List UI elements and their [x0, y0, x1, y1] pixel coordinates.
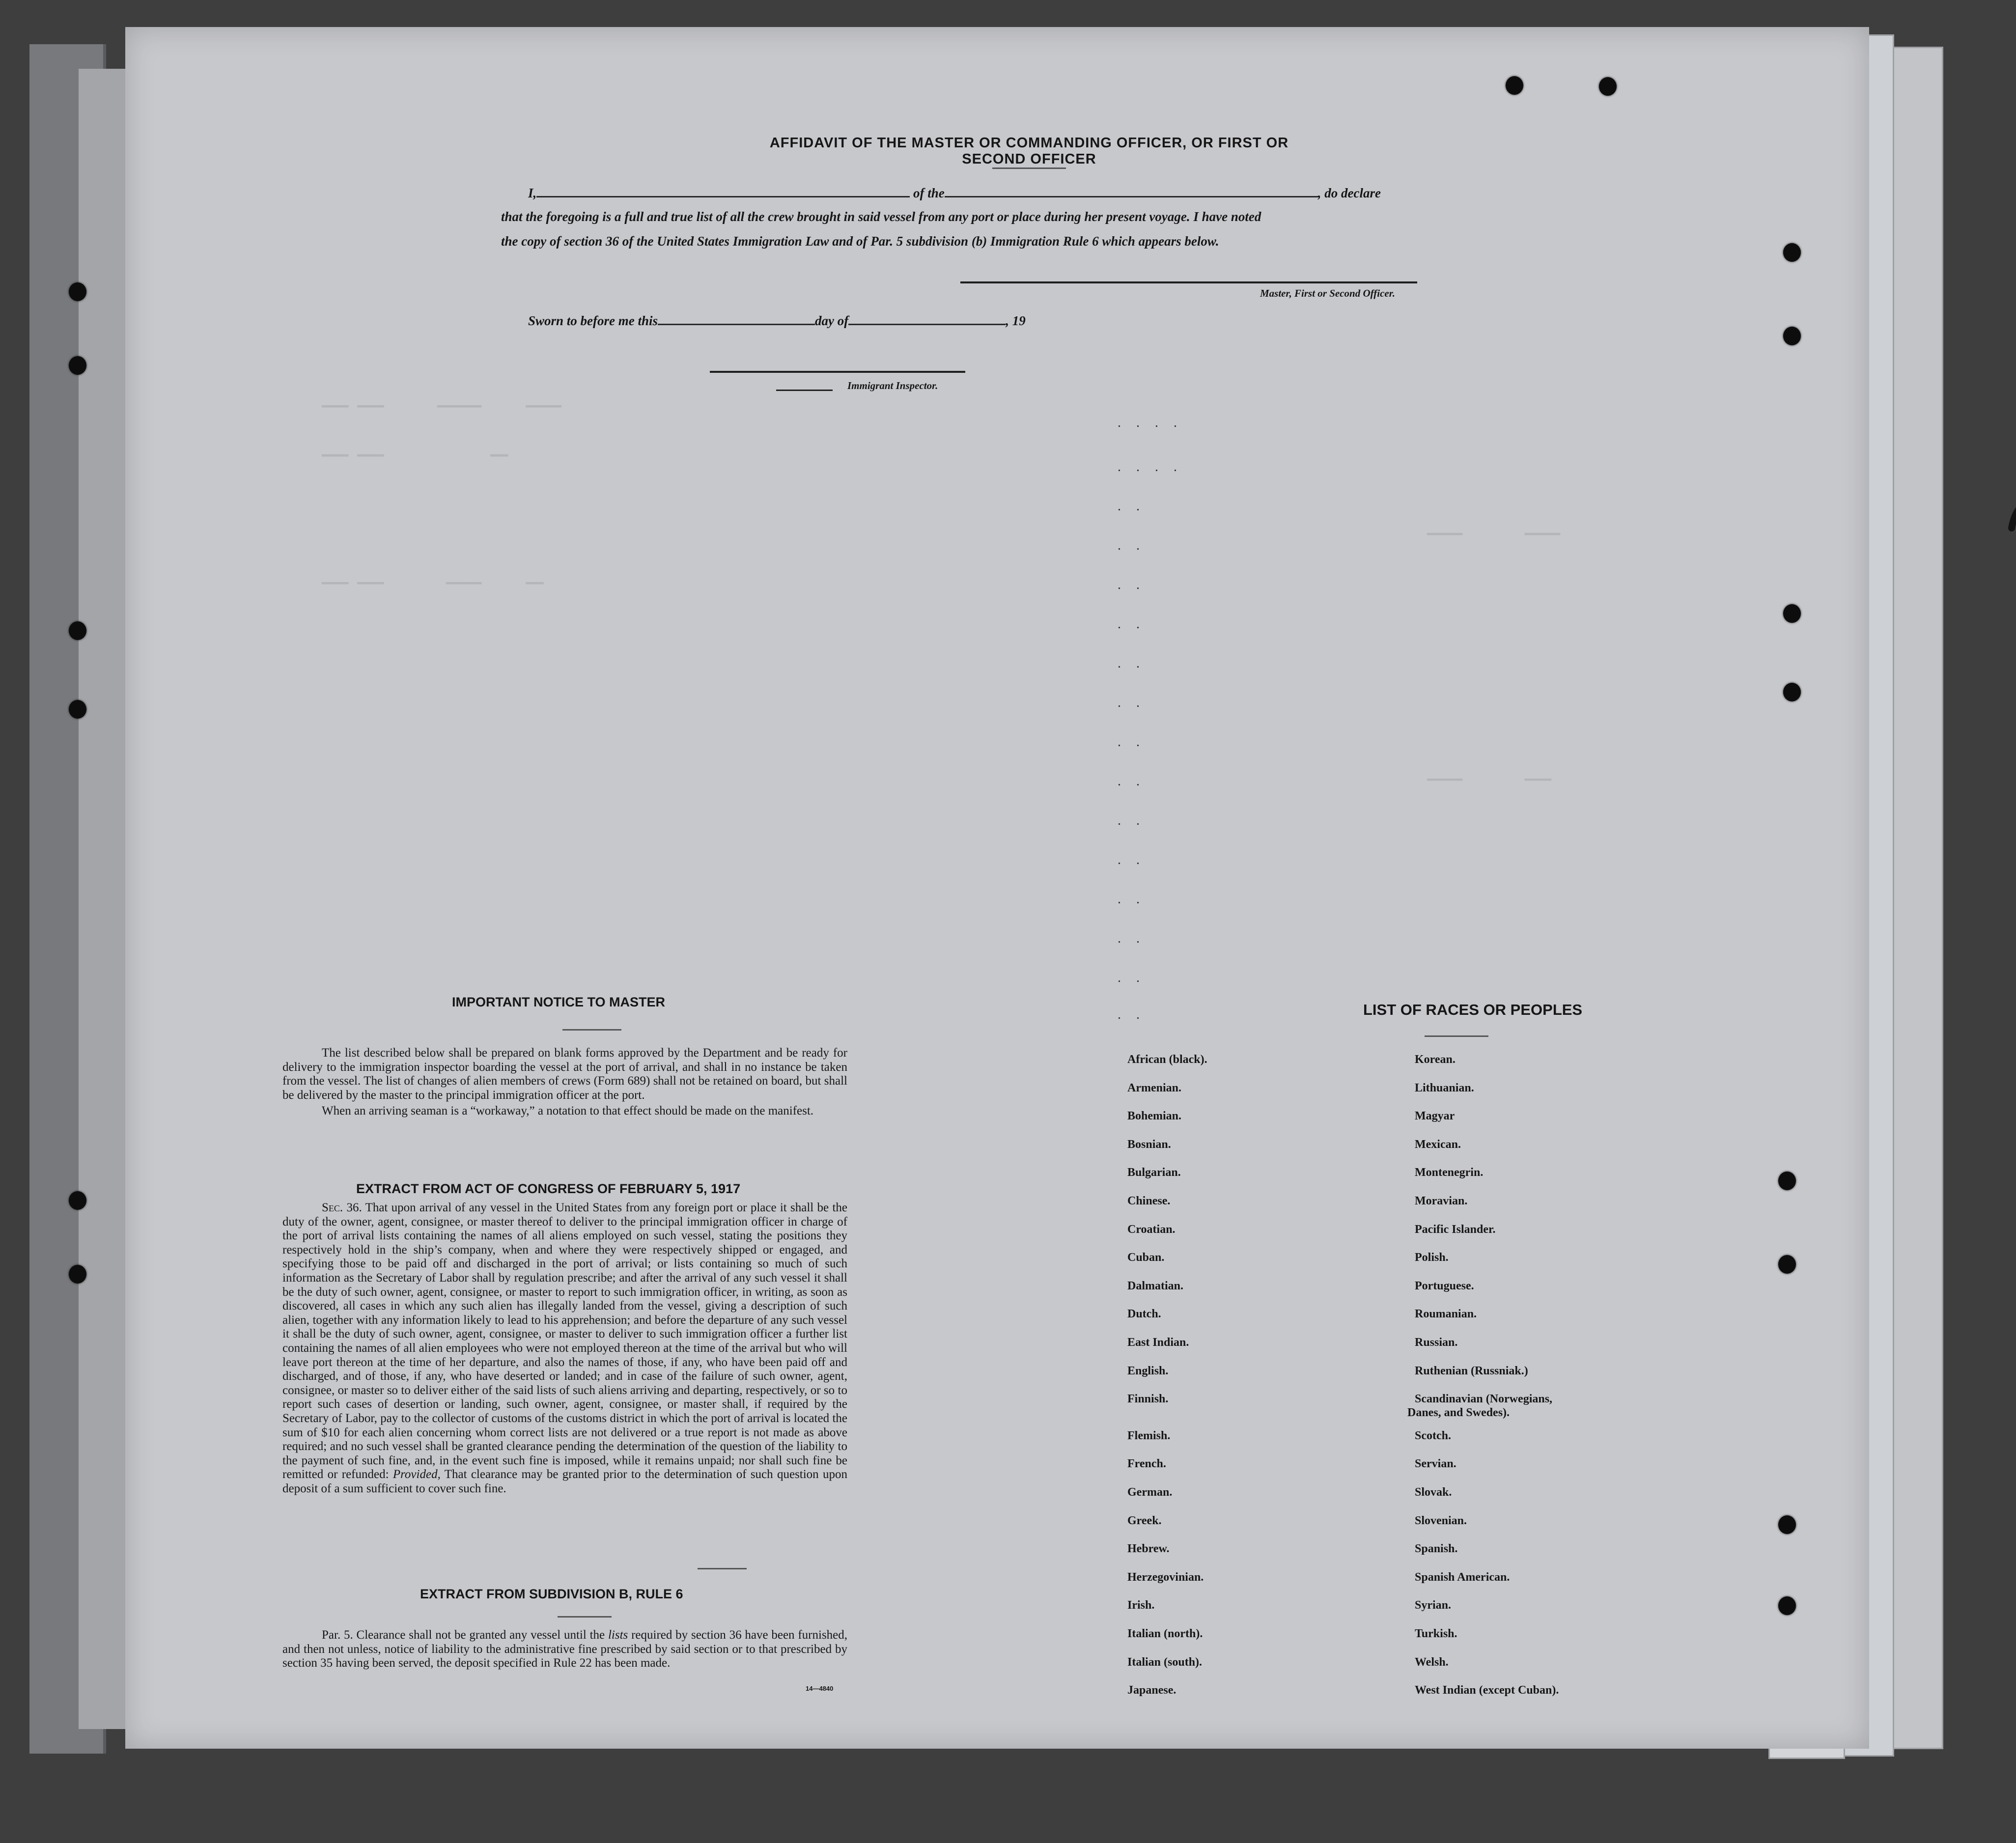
bleed-through: ▁▁▁▁ ▁▁▁▁ [1427, 518, 1560, 535]
master-signature-line[interactable] [960, 281, 1417, 283]
race-item: Hebrew. [1127, 1542, 1170, 1556]
punch-hole [1778, 1515, 1796, 1534]
punch-hole [1778, 1596, 1796, 1615]
punch-hole [1506, 76, 1523, 95]
race-item: Finnish. [1127, 1393, 1169, 1406]
inspector-signature-line[interactable] [710, 371, 965, 373]
sec-label: Sec. 36. [322, 1201, 362, 1214]
lists-word: lists [608, 1628, 628, 1642]
race-item: Slovak. [1415, 1486, 1452, 1499]
affidavit-line-1 [528, 185, 1381, 201]
rule-text-a: Par. 5. Clearance shall not be granted any vessel until the [322, 1628, 605, 1642]
race-item: Chinese. [1127, 1195, 1171, 1207]
dot-leader: . . . . [1118, 459, 1183, 475]
affidavit-title: AFFIDAVIT OF THE MASTER OR COMMANDING OFFICER, OR FIRST OR SECOND OFFICER [769, 135, 1289, 167]
sworn-line [528, 313, 1026, 329]
dot-leader: . . [1118, 538, 1146, 553]
notice-body [282, 1046, 847, 1118]
race-item: Scandinavian (Norwegians, [1415, 1393, 1553, 1406]
punch-hole [69, 700, 86, 719]
name-blank[interactable] [536, 185, 910, 197]
bleed-through: ▁▁▁ ▁▁▁ ▁▁ [322, 440, 508, 457]
race-item: Dalmatian. [1127, 1279, 1183, 1292]
dot-leader: . . [1118, 616, 1146, 632]
punch-hole [1778, 1255, 1796, 1274]
race-item: Spanish. [1415, 1542, 1458, 1556]
divider [1425, 1035, 1488, 1037]
bleed-through: ▁▁▁ ▁▁▁ ▁▁▁▁ ▁▁ [322, 567, 544, 585]
dot-leader: . . [1118, 695, 1146, 710]
divider [698, 1568, 747, 1569]
divider [776, 390, 833, 391]
binding-edge-inner [79, 69, 125, 1729]
of-the-label: of the [913, 186, 945, 200]
i-label: I, [528, 186, 537, 200]
race-item: Korean. [1415, 1053, 1456, 1066]
race-item: West Indian (except Cuban). [1415, 1684, 1559, 1697]
race-item: Croatian. [1127, 1223, 1176, 1236]
divider [558, 1616, 612, 1618]
bleed-through: ▁▁▁ ▁▁▁ ▁▁▁▁▁ ▁▁▁▁ [322, 391, 561, 408]
rule-text-b: required by section 36 have been furnished, and then not unless, notice of liability to the administrative fine prescribed by said section or to that prescribed by section 35 having been served, the deposit specified in Rule 22 has been made. [282, 1628, 848, 1670]
extract-act-title: EXTRACT FROM ACT OF CONGRESS OF FEBRUARY 5, 1917 [356, 1181, 741, 1196]
race-item: Bosnian. [1127, 1138, 1171, 1151]
race-item: Portuguese. [1415, 1279, 1474, 1292]
dot-leader: . . [1118, 852, 1146, 867]
notice-title: IMPORTANT NOTICE TO MASTER [452, 995, 665, 1009]
race-item: Cuban. [1127, 1251, 1165, 1264]
dot-leader: . . [1118, 577, 1146, 592]
dot-leader: . . [1118, 499, 1146, 514]
race-item: Japanese. [1127, 1684, 1176, 1697]
race-item: Lithuanian. [1415, 1081, 1474, 1094]
extract-act-text: That upon arrival of any vessel in the United States from any foreign port or place it shall be the duty of the owner, agent, consignee, or master thereof to deliver to the principal immigration officer in charge of the port of arrival lists containing the names of all aliens employed on such vessel, stating the positions they respectively hold in the ship’s company, when and where they were respectively shipped or engaged, and specifying those to be paid off and discharged in the port of arrival; or lists containing so much of such information as the Secretary of Labor shall by regulation prescribe; and after the arrival of any such vessel it shall be the duty of such owner, agent, consignee, or master to report to such immigration officer, in writing, as soon as discovered, all cases in which any such alien has illegally landed from the vessel, giving a description of such alien, together with any information likely to lead to his apprehension; and before the departure of any such vessel it shall be the duty of such owner, agent, consignee, or master to deliver to such immigration officer a further list containing the names of all alien employees who were not employed thereon at the time of the arrival but who will leave port thereon at the time of her departure, and also the names of those, if any, who have been paid off and discharged, and of those, if any, who have deserted or landed; and in case of the failure of such owner, agent, consignee, or master so to deliver either of the said lists of such aliens arriving and departing, respectively, or so to report such cases of desertion or landing, such owner, agent, consignee, or master shall, if required by the Secretary of Labor, pay to the collector of customs of the customs district in which the port of arrival is located the sum of $10 for each alien concerning whom correct lists are not delivered or a true report is not made as above required; and no such vessel shall be granted clearance pending the determination of the question of the liability to the payment of such fine, and, in the event such fine is imposed, while it remains unpaid; nor shall such fine be remitted or refunded: [282, 1201, 847, 1481]
race-item: Roumanian. [1415, 1308, 1477, 1321]
punch-hole [69, 1265, 86, 1284]
race-item: Italian (south). [1127, 1655, 1203, 1669]
dot-leader: . . [1118, 970, 1146, 985]
race-item: Mexican. [1415, 1138, 1461, 1151]
master-signature-label: Master, First or Second Officer. [1260, 287, 1395, 299]
provided-label: Provided, [392, 1468, 441, 1481]
race-item: Italian (north). [1127, 1627, 1203, 1640]
race-item: Slovenian. [1415, 1514, 1467, 1527]
races-title: LIST OF RACES OR PEOPLES [1363, 1001, 1583, 1018]
punch-hole [1783, 327, 1801, 345]
race-item: Magyar [1415, 1110, 1455, 1123]
race-item: Moravian. [1415, 1195, 1468, 1207]
divider [562, 1029, 621, 1031]
day-of-label: day of [815, 313, 849, 328]
race-item: Bulgarian. [1127, 1166, 1181, 1179]
race-item: Armenian. [1127, 1081, 1181, 1094]
document-page [125, 27, 1869, 1749]
race-item: Polish. [1415, 1251, 1449, 1264]
race-item: Bohemian. [1127, 1110, 1182, 1123]
race-item: English. [1127, 1364, 1169, 1377]
race-item: Syrian. [1415, 1599, 1452, 1612]
race-item: East Indian. [1127, 1336, 1189, 1349]
race-item: Irish. [1127, 1599, 1155, 1612]
punch-hole [1783, 243, 1801, 262]
race-item: Spanish American. [1415, 1570, 1510, 1584]
extract-rule-body [282, 1628, 847, 1671]
sworn-month-blank[interactable] [848, 313, 1006, 325]
extract-rule-title: EXTRACT FROM SUBDIVISION B, RULE 6 [420, 1587, 683, 1601]
punch-hole [1778, 1172, 1796, 1190]
vessel-blank[interactable] [945, 185, 1318, 197]
punch-hole [1783, 683, 1801, 701]
race-item: Herzegovinian. [1127, 1570, 1204, 1584]
affidavit-line-2: that the foregoing is a full and true list of all the crew brought in said vessel from any port or place during her present voyage. I have noted [501, 209, 1261, 224]
dot-leader: . . [1118, 774, 1146, 789]
punch-hole [1599, 77, 1617, 96]
race-item: Flemish. [1127, 1429, 1171, 1442]
do-declare-label: , do declare [1317, 186, 1381, 200]
race-item: Dutch. [1127, 1308, 1161, 1321]
race-item: Turkish. [1415, 1627, 1457, 1640]
extract-act-body [282, 1201, 847, 1496]
punch-hole [69, 282, 86, 301]
race-item: German. [1127, 1486, 1173, 1499]
race-item: Montenegrin. [1415, 1166, 1484, 1179]
punch-hole [69, 356, 86, 375]
dot-leader: . . [1118, 1007, 1146, 1022]
punch-hole [69, 1191, 86, 1210]
race-item: Ruthenian (Russniak.) [1415, 1364, 1528, 1377]
punch-hole [69, 621, 86, 640]
dot-leader: . . [1118, 656, 1146, 671]
notice-paragraph-2: When an arriving seaman is a “workaway,” a notation to that effect should be made on the manifest. [322, 1104, 814, 1118]
race-item: Russian. [1415, 1336, 1458, 1349]
year-label: , 19 [1006, 313, 1026, 328]
race-item: African (black). [1127, 1053, 1207, 1066]
punch-hole [1783, 604, 1801, 623]
dot-leader: . . [1118, 892, 1146, 907]
sworn-day-blank[interactable] [658, 313, 815, 325]
dot-leader: . . . . [1118, 415, 1183, 430]
sworn-label: Sworn to before me this [528, 313, 658, 328]
race-item: Greek. [1127, 1514, 1162, 1527]
race-item: Pacific Islander. [1415, 1223, 1496, 1236]
divider [992, 168, 1066, 169]
form-number: 14—4840 [806, 1685, 834, 1692]
handwritten-mark [2002, 489, 2016, 710]
race-item: Welsh. [1415, 1655, 1449, 1669]
extract-act-text-end: That clearance may be granted prior to the determination of such question upon deposit of a sum sufficient to cover such fine. [282, 1468, 847, 1495]
race-item: Scotch. [1415, 1429, 1451, 1442]
dot-leader: . . [1118, 931, 1146, 946]
inspector-label: Immigrant Inspector. [847, 380, 938, 391]
race-item: Servian. [1415, 1457, 1456, 1471]
race-item: Danes, and Swedes). [1407, 1406, 1510, 1420]
dot-leader: . . [1118, 734, 1146, 750]
dot-leader: . . [1118, 813, 1146, 828]
affidavit-line-3: the copy of section 36 of the United States Immigration Law and of Par. 5 subdivision (b) Immigration Rule 6 which appears below. [501, 234, 1219, 249]
notice-paragraph-1: The list described below shall be prepared on blank forms approved by the Department and be ready for delivery to the immigration inspector boarding the vessel at the port of arrival, and shall in no instance be taken from the vessel. The list of changes of alien members of crews (Form 689) shall not be retained on board, but shall be delivered by the master to the principal immigration officer at the port. [282, 1046, 847, 1102]
race-item: French. [1127, 1457, 1166, 1471]
bleed-through: ▁▁▁▁ ▁▁▁ [1427, 764, 1551, 781]
